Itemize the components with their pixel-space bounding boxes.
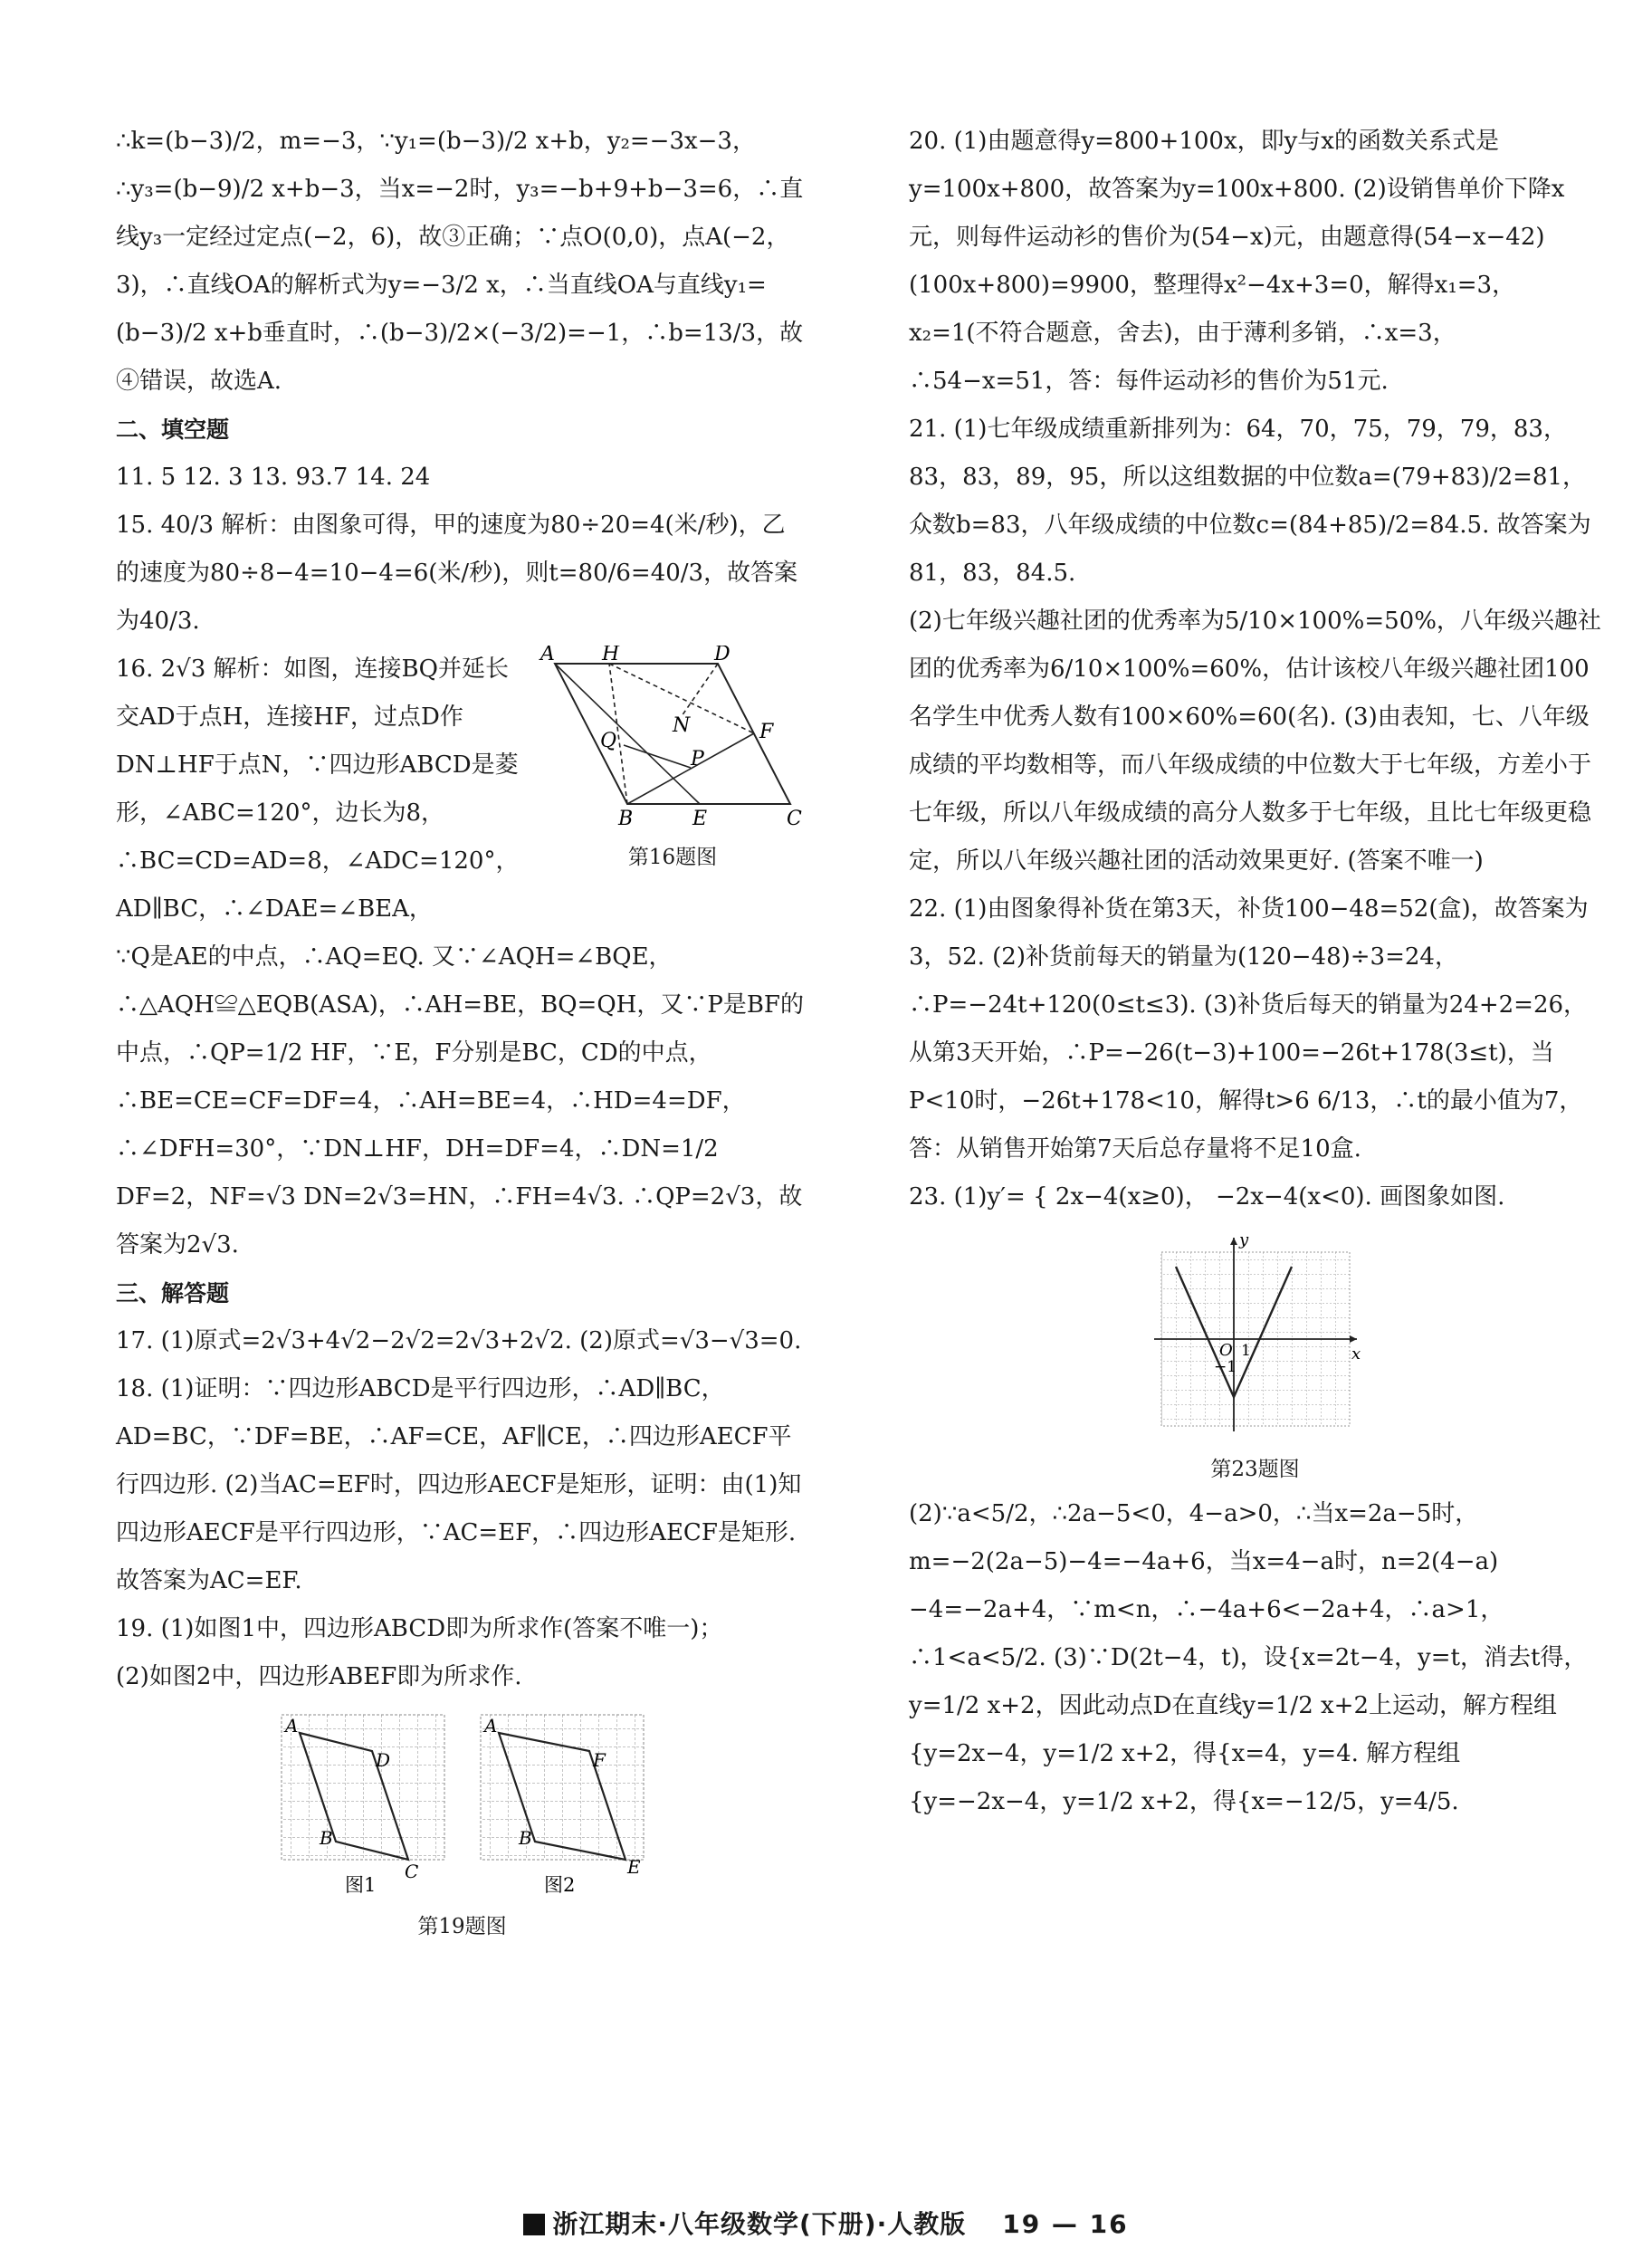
tick-label-minus1: −1: [1213, 1358, 1237, 1376]
axis-label-x: x: [1351, 1345, 1361, 1364]
origin-label: O: [1218, 1341, 1233, 1360]
fig2-label-A: A: [483, 1715, 497, 1737]
q16-answer-part2: ∵Q是AE的中点，∴AQ=EQ. 又∵∠AQH=∠BQE，∴△AQH≌△EQB(ASA)，∴AH=BE，BQ=QH，又∵P是BF的中点，∴QP=1/2 HF，∵E，F分别是BC，CD的中点，∴BE=CE=CF=DF=4，∴AH=BE=4，∴HD=4=DF，∴∠DFH=30°，∵DN⊥HF，DH=DF=4，∴DN=1/2 DF=2，NF=√3 DN=2√3=HN，∴FH=4√3. ∴QP=2√3，故答案为2√3.: [116, 943, 804, 1258]
fig2-label-E: E: [626, 1856, 641, 1878]
label-H: H: [602, 646, 620, 665]
q21-answer-part2: (2)七年级兴趣社团的优秀率为5/10×100%=50%，八年级兴趣社团的优秀率为6/10×100%=60%，估计该校八年级兴趣社团100名学生中优秀人数有100×60%=60(名). (3)由表知，七、八年级成绩的平均数相等，而八年级成绩的中位数大于七年级，方差小于七年级，所以八年级成绩的高分人数多于七年级，且比七年级更稳定，所以八年级兴趣社团的活动效果更好. (答案不唯一): [909, 608, 1601, 875]
q17-answer: 17. (1)原式=2√3+4√2−2√2=2√3+2√2. (2)原式=√3−√3=0.: [116, 1327, 802, 1354]
label-N: N: [673, 714, 691, 737]
label-C: C: [787, 808, 802, 827]
figure-23: [909, 1230, 1601, 1483]
function-graph: [1147, 1230, 1364, 1439]
q23-answer-part1: 23. (1)y′= { 2x−4(x≥0)， −2x−4(x<0). 画图象如图.: [909, 1183, 1505, 1211]
right-column: [909, 118, 1601, 1826]
q18-answer: 18. (1)证明：∵四边形ABCD是平行四边形，∴AD∥BC，AD=BC，∵DF=BE，∴AF=CE，AF∥CE，∴四边形AECF平行四边形. (2)当AC=EF时，四边形AECF是矩形，证明：由(1)知四边形AECF是平行四边形，∵AC=EF，∴四边形AECF是矩形. 故答案为AC=EF.: [116, 1375, 802, 1594]
figure-19: [116, 1710, 808, 1940]
label-A: A: [540, 646, 555, 665]
q23-answer-part2: (2)∵a<5/2，∴2a−5<0，4−a>0，∴当x=2a−5时，m=−2(2a−5)−4=−4a+6，当x=4−a时，n=2(4−a)−4=−2a+4，∵m<n，∴−4a+6<−2a+4，∴a>1，∴1<a<5/2. (3)∵D(2t−4，t)，设{x=2t−4，y=t，消去t得，y=1/2 x+2，因此动点D在直线y=1/2 x+2上运动，解方程组{y=2x−4，y=1/2 x+2，得{x=4，y=4. 解方程组{y=−2x−4，y=1/2 x+2，得{x=−12/5，y=4/5.: [909, 1500, 1588, 1815]
rhombus-diagram: [537, 646, 808, 827]
q19-answer-part1: 19. (1)如图1中，四边形ABCD即为所求作(答案不唯一)；: [116, 1615, 723, 1642]
figure-16: [537, 646, 808, 871]
left-column: [116, 118, 808, 1947]
label-Q: Q: [600, 730, 617, 752]
fig1-label-A: A: [284, 1715, 298, 1737]
axis-label-y: y: [1238, 1230, 1248, 1249]
fig1-label-D: D: [375, 1749, 390, 1771]
q16-answer-part1: 16. 2√3 解析：如图，连接BQ并延长交AD于点H，连接HF，过点D作DN⊥HF于点N，∵四边形ABCD是菱形，∠ABC=120°，边长为8，∴BC=CD=AD=8，∠ADC=120°，AD∥BC，∴∠DAE=∠BEA，: [116, 656, 520, 923]
label-D: D: [714, 646, 731, 665]
fig1-label-B: B: [319, 1827, 333, 1849]
label-P: P: [691, 748, 704, 770]
q19-answer-part2: (2)如图2中，四边形ABEF即为所求作.: [116, 1663, 522, 1690]
q22-answer: 22. (1)由图象得补货在第3天，补货100−48=52(盒)，故答案为3，52. (2)补货前每天的销量为(120−48)÷3=24，∴P=−24t+120(0≤t≤3). (3)补货后每天的销量为24+2=26，从第3天开始，∴P=−26(t−3)+100=−26t+178(3≤t)，当P<10时，−26t+178<10，解得t>6 6/13，∴t的最小值为7，答：从销售开始第7天后总存量将不足10盒.: [909, 895, 1589, 1163]
q20-answer: 20. (1)由题意得y=800+100x，即y与x的函数关系式是y=100x+800，故答案为y=100x+800. (2)设销售单价下降x元，则每件运动衫的售价为(54−x)元，由题意得(54−x−42)(100x+800)=9900，整理得x²−4x+3=0，解得x₁=3，x₂=1(不符合题意，舍去)，由于薄利多销，∴x=3，∴54−x=51，答：每件运动衫的售价为51元.: [909, 128, 1565, 395]
q15-answer: 15. 40/3 解析：由图象可得，甲的速度为80÷20=4(米/秒)，乙的速度为80÷8−4=10−4=6(米/秒)，则t=80/6=40/3，故答案为40/3.: [116, 512, 798, 635]
label-E: E: [692, 808, 708, 827]
figure-19-caption: 第19题图: [417, 1915, 507, 1938]
fig19-sub2: 图2: [543, 1874, 575, 1896]
footer-title: 浙江期末·八年级数学(下册)·人教版: [552, 2209, 967, 2239]
figure-16-caption: 第16题图: [627, 846, 718, 869]
fig2-label-B: B: [518, 1827, 532, 1849]
grid-diagrams: [272, 1710, 653, 1896]
footer-square-icon: [523, 2214, 545, 2235]
fig2-label-F: F: [592, 1749, 606, 1771]
q21-answer-part1: 21. (1)七年级成绩重新排列为：64，70，75，79，79，83，83，83，89，95，所以这组数据的中位数a=(79+83)/2=81，众数b=83，八年级成绩的中位数c=(84+85)/2=84.5. 故答案为81，83，84.5.: [909, 416, 1591, 587]
q11-14-answers: 11. 5 12. 3 13. 93.7 14. 24: [116, 464, 431, 491]
section-solutions: 三、解答题: [116, 1280, 230, 1306]
label-B: B: [618, 808, 634, 827]
tick-label-1: 1: [1240, 1342, 1251, 1360]
fig19-sub1: 图1: [344, 1874, 376, 1896]
q10-continuation: ∴k=(b−3)/2，m=−3，∵y₁=(b−3)/2 x+b，y₂=−3x−3，∴y₃=(b−9)/2 x+b−3，当x=−2时，y₃=−b+9+b−3=6，∴直线y₃一定经过定点(−2，6)，故③正确；∵点O(0,0)，点A(−2，3)，∴直线OA的解析式为y=−3/2 x，∴当直线OA与直线y₁=(b−3)/2 x+b垂直时，∴(b−3)/2×(−3/2)=−1，∴b=13/3，故④错误，故选A.: [116, 128, 804, 395]
page-footer: [0, 2205, 1652, 2241]
section-fill-blank: 二、填空题: [116, 416, 230, 443]
label-F: F: [759, 721, 774, 743]
page-number: 19 — 16: [1002, 2209, 1129, 2239]
fig1-label-C: C: [404, 1861, 418, 1882]
figure-23-caption: 第23题图: [1210, 1458, 1300, 1481]
